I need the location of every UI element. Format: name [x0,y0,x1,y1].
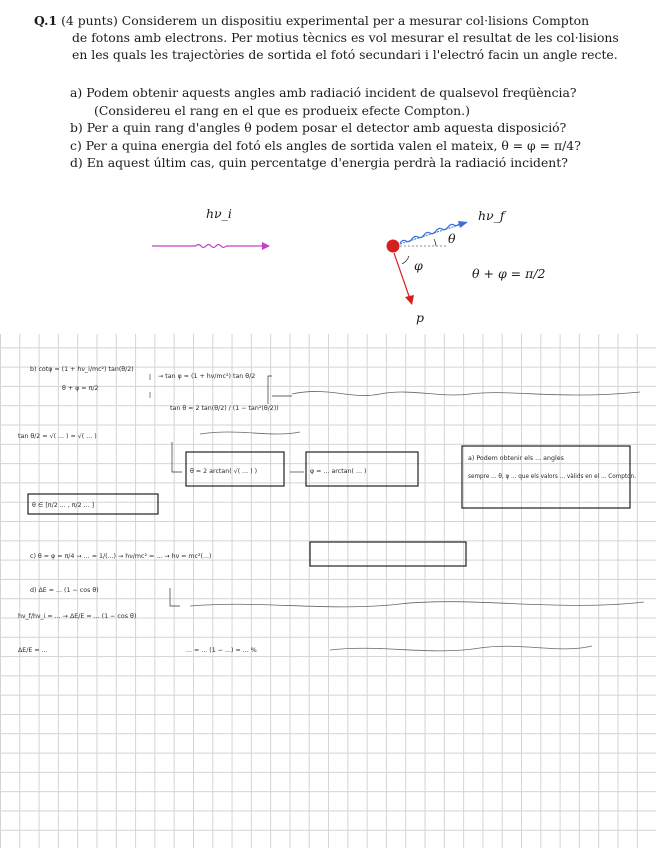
question-intro-line2: de fotons amb electrons. Per motius tècnics es vol mesurar el resultat de les col·lisions [72,30,619,45]
box-range-text: θ ∈ [π/2 ... , π/2 ... ] [32,502,95,509]
incident-arrow-head [262,242,270,250]
incident-wave [196,245,226,248]
hand-line1c: → tan φ = (1 + hν/mc²) tan θ/2 [158,373,256,380]
question-points: (4 punts) [61,13,118,28]
part-text: En aquest últim cas, quin percentatge d'energia perdrà la radiació incident? [86,155,568,170]
box-energy [310,542,466,566]
hand-line-d3: ΔE/E = ... [18,647,48,654]
scattered-photon-label: hν_f [478,208,505,223]
hand-line-d2: hν_f/hν_i = ... → ΔE/E = ... (1 − cos θ) [18,613,137,620]
electron-label: p [416,310,425,325]
box-theta-text: θ = 2 arctan( √( ... ) ) [190,468,258,475]
electron-arrow-head [405,295,414,305]
phi-arc [402,256,409,264]
theta-label: θ [448,231,456,246]
part-text: Per a quin rang d'angles θ podem posar el detector amb aquesta disposició? [86,120,567,135]
part-d [70,154,648,172]
part-c [70,137,648,155]
phi-label: φ [414,258,423,273]
angle-relation: θ + φ = π/2 [472,266,546,281]
question-number: Q.1 [34,13,58,28]
part-label: b) [70,120,83,135]
part-text: Per a quina energia del fotó els angles de sortida valen el mateix, θ = φ = π/4? [85,137,581,153]
box-phi-text: φ = ... arctan( ... ) [310,468,367,475]
part-label: c) [70,137,82,153]
incident-photon-label: hν_i [206,206,232,221]
hand-line1a: b) cotφ = (1 + hν_i/mc²) tan(θ/2) [30,366,134,373]
electron-track [394,253,410,299]
part-b [70,119,648,137]
hand-line-d4: ... = ... (1 − ...) = ... % [186,647,257,654]
hand-line1b: θ + φ = π/2 [62,385,99,392]
theta-arc [434,239,436,246]
part-label: d) [70,155,83,170]
handwritten-solution [0,334,656,848]
note-body: sempre ... θ, φ ... que els valors ... vàlids en el ... Compton. [468,474,637,480]
question-intro-line1: Considerem un dispositiu experimental per a mesurar col·lisions Compton [121,13,590,28]
question-intro-line3: en les quals les trajectòries de sortida el fotó secundari i l'electró facin un angle recte. [72,47,618,62]
part-text: Podem obtenir aquests angles amb radiació incident de qualsevol freqüència? [86,85,577,100]
scattered-arrow-head [458,221,468,228]
typed-problem [0,0,656,334]
part-label: a) [70,85,83,100]
hand-expansion-scribble [292,391,640,395]
note-title: a) Podem obtenir els ... angles [468,455,564,462]
hand-line2: tan θ = 2 tan(θ/2) / (1 − tan²(θ/2)) [170,405,279,412]
hand-line3: tan θ/2 = √( ... ) = √( ... ) [18,433,97,440]
target-electron [387,240,400,253]
hand-line-c: c) θ = φ = π/4 → ... = 1/(...) → hν/mc² = ... → hν = mc²(...) [30,553,212,560]
compton-diagram [0,196,656,334]
part-a [70,84,648,102]
part-a-note: (Considereu el rang en el que es produeix efecte Compton.) [94,102,470,118]
question-parts [70,84,648,172]
question-header [34,12,646,63]
hand-line-d: d) ΔE = ... (1 − cos θ) [30,587,99,594]
